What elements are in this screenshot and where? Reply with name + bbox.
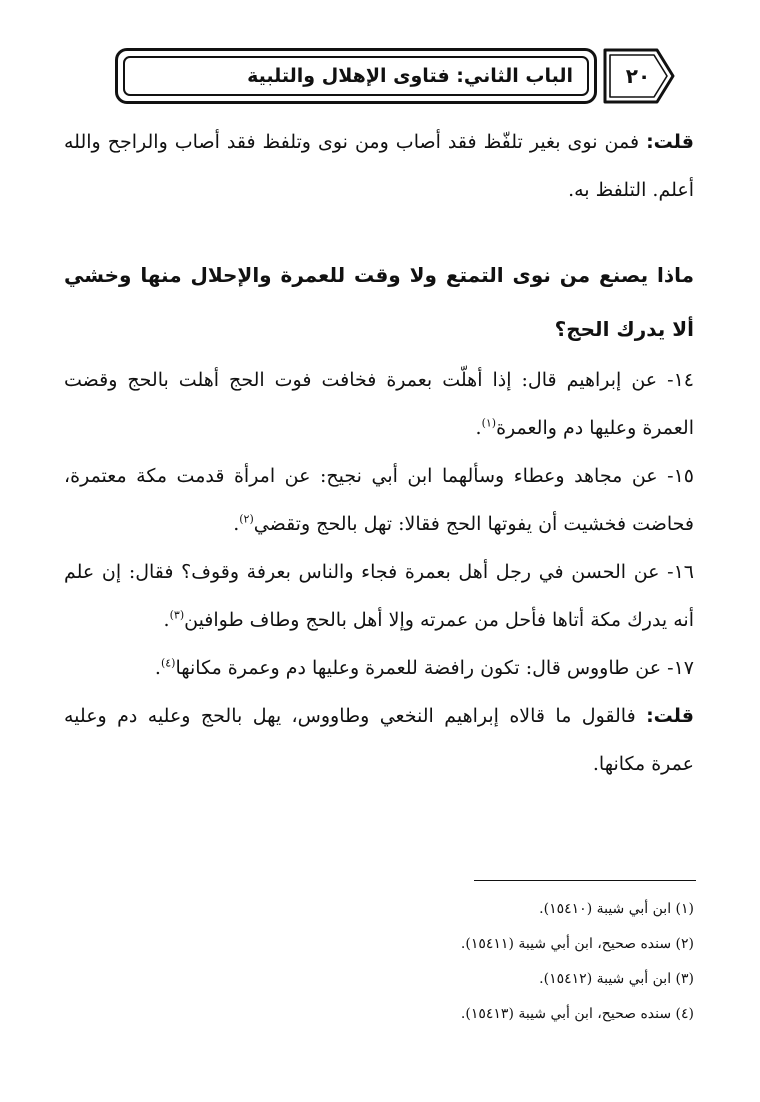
page-header — [115, 48, 675, 108]
chapter-title: الباب الثاني: فتاوى الإهلال والتلبية — [247, 65, 573, 87]
narration-text: عن مجاهد وعطاء وسألهما ابن أبي نجيح: عن امرأة قدمت مكة معتمرة، فحاضت فخشيت أن يفوتها الحج فقالا: تهل بالحج وتقضي — [64, 465, 694, 535]
footnote-divider — [474, 880, 696, 881]
narration-paragraph — [64, 548, 694, 644]
narration-text: عن طاووس قال: تكون رافضة للعمرة وعليها دم وعمرة مكانها — [175, 657, 668, 679]
note-paragraph — [64, 692, 694, 788]
section-question-heading: ماذا يصنع من نوى التمتع ولا وقت للعمرة والإحلال منها وخشي ألا يدرك الحج؟ — [64, 263, 694, 341]
narration-end: . — [154, 657, 161, 679]
narration-number: ١٤- — [667, 369, 694, 391]
narration-end: . — [233, 513, 240, 535]
narration-paragraph — [64, 356, 694, 452]
narration-number: ١٧- — [667, 657, 694, 679]
narration-text: عن إبراهيم قال: إذا أهلّت بعمرة فخافت فوت الحج أهلت بالحج وقضت العمرة وعليها دم والعمرة — [64, 369, 694, 439]
footnote: (١) ابن أبي شيبة (١٥٤١٠). — [539, 901, 694, 917]
footnote: (٢) سنده صحيح، ابن أبي شيبة (١٥٤١١). — [460, 936, 694, 952]
note-text: فمن نوى بغير تلفّظ فقد أصاب ومن نوى وتلفظ فقد أصاب والراجح والله أعلم. التلفظ به. — [64, 131, 694, 201]
page-body — [64, 118, 694, 788]
footnote-marker: (٤) — [160, 656, 176, 670]
note-text: فالقول ما قالاه إبراهيم النخعي وطاووس، يهل بالحج وعليه دم وعليه عمرة مكانها. — [64, 705, 694, 775]
chapter-title-frame-inner — [123, 56, 589, 96]
footnote-marker: (١) — [481, 416, 497, 430]
chapter-title-frame — [115, 48, 597, 104]
narration-paragraph — [64, 452, 694, 548]
note-lead: قلت: — [646, 705, 694, 727]
narration-number: ١٥- — [667, 465, 694, 487]
footnote-marker: (٣) — [169, 608, 185, 622]
note-lead: قلت: — [646, 131, 694, 153]
footnote: (٤) سنده صحيح، ابن أبي شيبة (١٥٤١٣). — [460, 1006, 694, 1022]
footnote: (٣) ابن أبي شيبة (١٥٤١٢). — [539, 971, 694, 987]
narration-end: . — [475, 417, 482, 439]
note-paragraph — [64, 118, 694, 214]
footnotes — [64, 892, 694, 1032]
narration-paragraph — [64, 644, 694, 692]
narration-text: عن الحسن في رجل أهل بعمرة فجاء والناس بعرفة وقوف؟ فقال: إن علم أنه يدرك مكة أتاها فأحل من عمرته وإلا أهل بالحج وطاف طوافين — [64, 561, 694, 631]
page-number-tab — [603, 48, 675, 104]
narration-number: ١٦- — [667, 561, 694, 583]
footnote-marker: (٢) — [239, 512, 254, 526]
narration-end: . — [163, 609, 170, 631]
page-number: ٢٠ — [625, 64, 651, 88]
